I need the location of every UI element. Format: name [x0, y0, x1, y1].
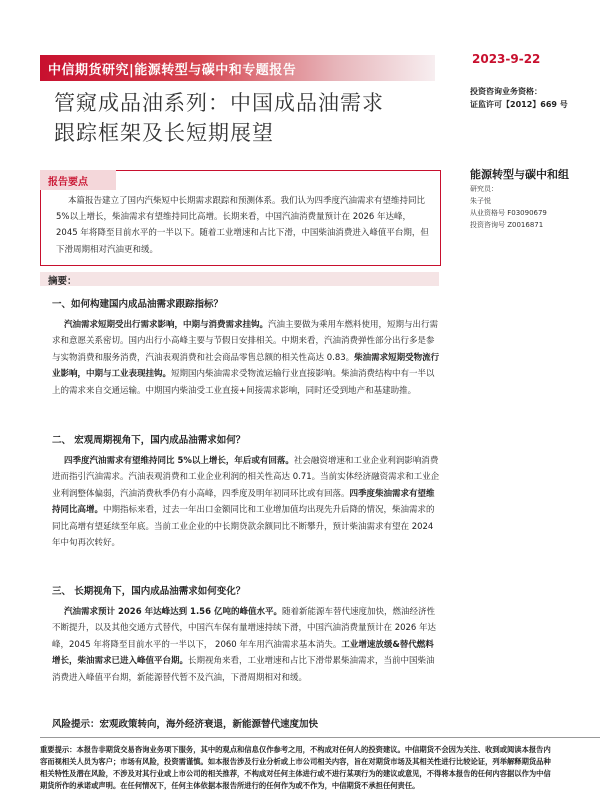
section-1-heading: 一、如何构建国内成品油需求跟踪指标？ [52, 299, 224, 310]
title-line-2: 跟踪框架及长短期展望 [54, 121, 274, 145]
abstract-label-bar [40, 272, 439, 286]
section-1-body: 汽油需求短期受出行需求影响，中期与消费需求挂钩。汽油主要做为乘用车燃料使用，短期与出行需求和意愿关系密切。国内出行小高峰主要与节假日安排相关。中期来看，汽油消费弹性部分出行多是参与实物消费和服务消费，汽油表观消费和社会商品零售总额的相关性高达 0.83。柴油需求短期受物流行业影响，中期与工业表现挂钩。短期国内柴油需求受物流运输行业直接影响。柴油消费结构中有一半以上的需求来自交通运输。中期国内柴油受工业直接+间接需求影响，同时还受到地产和基建助推。 [52, 320, 440, 396]
section-3-heading: 三、 长期视角下，国内成品油需求如何变化？ [52, 586, 246, 597]
risk-warning: 风险提示：宏观政策转向，海外经济衰退，新能源替代速度加快 [52, 719, 319, 730]
license-label: 投资咨询业务资格： [470, 87, 542, 96]
divider [40, 737, 600, 738]
section-2-heading: 二、 宏观周期视角下，国内成品油需求如何？ [52, 435, 246, 446]
sidebar-role: 研究员： [470, 185, 498, 193]
report-date: 2023-9-22 [472, 52, 541, 66]
summary-tag: 报告要点 [40, 170, 116, 190]
sidebar-qualification: 从业资格号 F03090679 [470, 209, 547, 217]
sidebar-section: 能源转型与碳中和组 [470, 168, 569, 181]
brand-title: 中信期货研究|能源转型与碳中和专题报告 [48, 63, 297, 78]
sidebar-name: 朱子悦 [470, 197, 491, 205]
title-line-1: 管窥成品油系列：中国成品油需求 [54, 91, 384, 115]
report-title [54, 88, 454, 148]
disclaimer: 重要提示：本报告非期货交易咨询业务项下服务，其中的观点和信息仅作参考之用，不构成对任何人的投资建议。中信期货不会因为关注、收到或阅读本报告内容而视相关人员为客户；市场有风险，投资需谨慎。如本报告涉及行业分析或上市公司相关内容，旨在对期货市场及其相关性进行比较论证，列举解释期货品种相关特性及潜在风险，不涉及对其行业或上市公司的相关推荐，不构成对任何主体进行或不进行某项行为的建议或意见，不得将本报告的任何内容据以作为中信期货所作的承诺或声明。在任何情况下，任何主体依据本报告所进行的任何作为或不作为，中信期货不承担任何责任。 [40, 745, 551, 790]
sidebar-consult: 投资咨询号 Z0016871 [470, 221, 544, 229]
license-number: 证监许可【2012】669 号 [470, 100, 568, 109]
abstract-label: 摘要： [48, 276, 77, 287]
section-2-body: 四季度汽油需求有望维持同比 5%以上增长，年后或有回落。社会融资增速和工业企业利润影响消费进而指引汽油需求。汽油表观消费和工业企业利润的相关性高达 0.71。当前实体经济融资需求和工业企业利润整体偏弱，汽油消费秋季仍有小高峰，四季度及明年初同环比或有回落。四季度柴油需求有望维持同比高增。中期指标来看，过去一年出口金额同比和工业增加值均出现先升后降的情况，柴油需求的同比高增有望延续至年底。当前工业企业的中长期贷款余额同比不断攀升，预计柴油需求有望在 2024 年中旬再次转好。 [52, 456, 440, 549]
section-3-body: 汽油需求预计 2026 年达峰达到 1.56 亿吨的峰值水平。随着新能源车替代速度加快，燃油经济性不断提升，以及其他交通方式替代，中国汽车保有量增速持续下滑，中国汽油消费量预计在 2026 年达峰，2045 年将降至目前水平的一半以下， 2060 年车用汽油需求基本消失。工业增速放缓&替代燃料增长，柴油需求已进入峰值平台期。长期视角来看，工业增速和占比下滑带累柴油需求，当前中国柴油消费进入峰值平台期，新能源替代暂不及汽油，下滑周期相对和缓。 [52, 607, 437, 683]
summary-body: 本篇报告建立了国内汽柴短中长期需求跟踪和预测体系。我们认为四季度汽油需求有望维持同比 5%以上增长，柴油需求有望维持同比高增。长期来看，中国汽油消费量预计在 2026 年达峰，2045 年将降至目前水平的一半以下。随着工业增速和占比下滑，中国柴油消费进入峰值平台期，但下滑周期相对汽油更和缓。 [56, 196, 429, 255]
